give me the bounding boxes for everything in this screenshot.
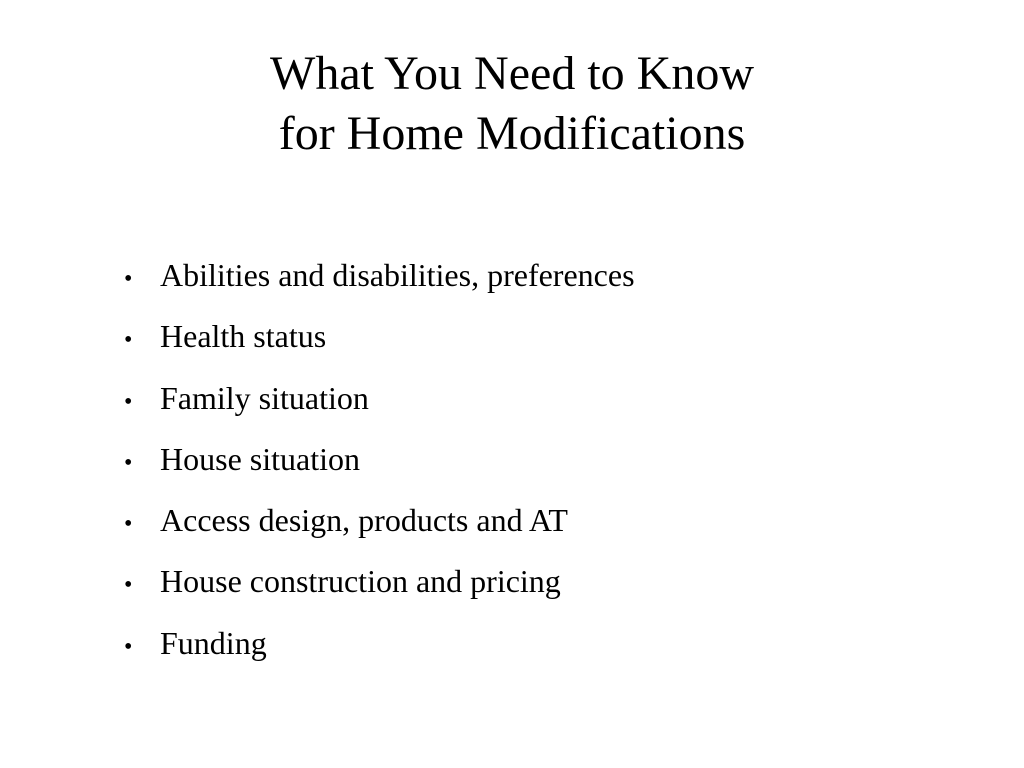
bullet-text: Access design, products and AT <box>160 502 568 539</box>
bullet-list <box>124 247 635 676</box>
bullet-item-access-design <box>124 492 635 553</box>
bullet-icon: • <box>124 327 133 354</box>
bullet-item-construction <box>124 553 635 614</box>
bullet-text: House situation <box>160 440 360 477</box>
bullet-item-abilities <box>124 247 635 308</box>
bullet-item-family <box>124 370 635 431</box>
bullet-text: Abilities and disabilities, preferences <box>160 257 635 293</box>
bullet-icon: • <box>124 266 133 292</box>
slide-title <box>0 44 1024 164</box>
bullet-text: Family situation <box>160 379 369 416</box>
bullet-item-health <box>124 308 635 369</box>
slide-title-line-2: for Home Modifications <box>278 107 746 160</box>
bullet-icon: • <box>124 388 133 415</box>
bullet-icon: • <box>124 511 133 538</box>
bullet-item-funding <box>124 615 635 676</box>
bullet-item-house-situation <box>124 431 635 492</box>
bullet-icon: • <box>124 449 133 476</box>
bullet-text: Funding <box>160 624 267 661</box>
bullet-icon: • <box>124 633 133 660</box>
bullet-icon: • <box>124 572 133 599</box>
bullet-text: House construction and pricing <box>160 563 561 600</box>
slide-title-line-1: What You Need to Know <box>270 47 754 100</box>
bullet-text: Health status <box>160 318 327 355</box>
